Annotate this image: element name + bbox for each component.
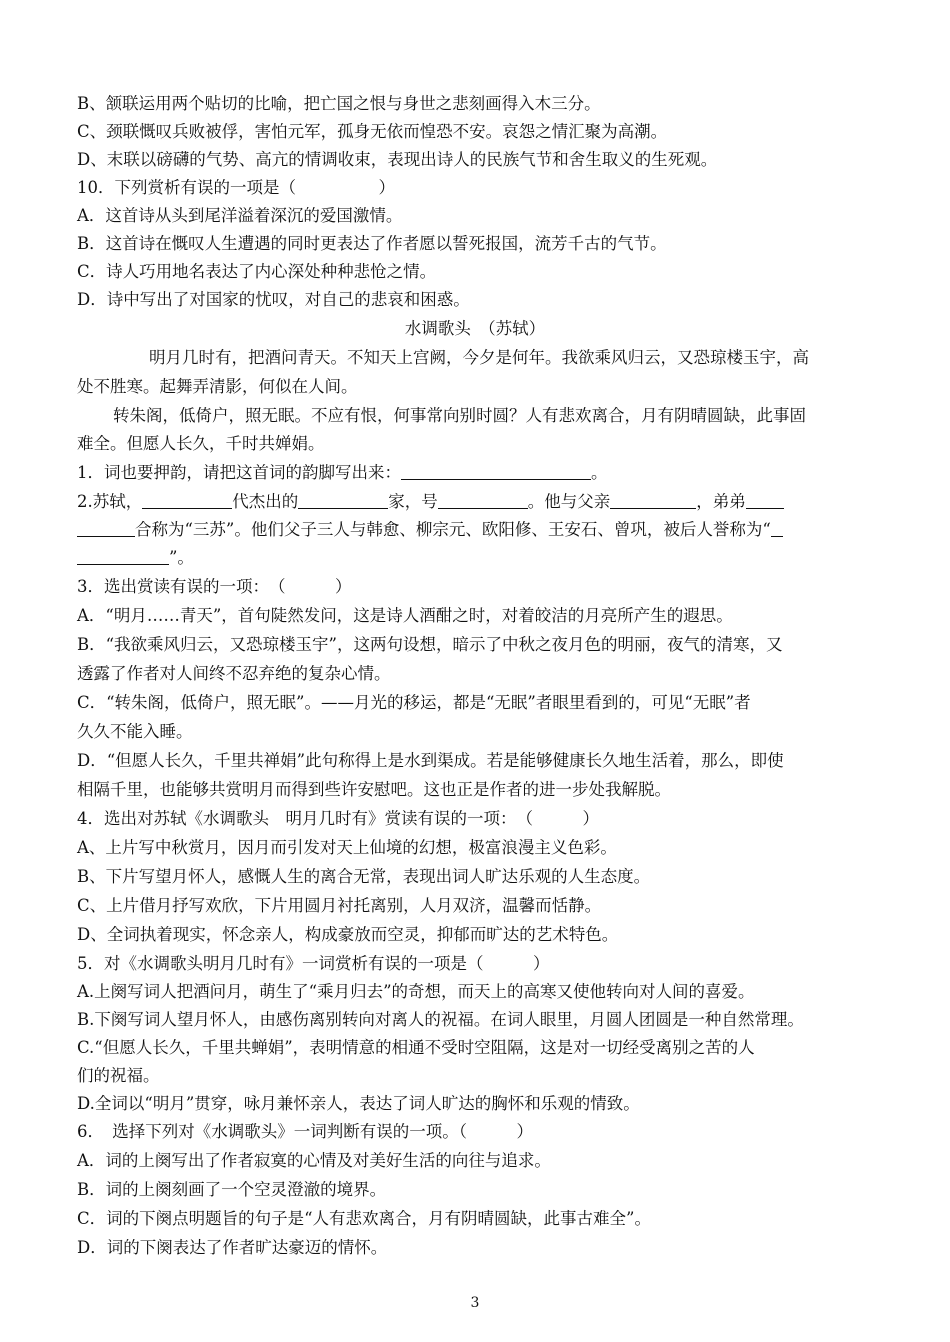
question-3: 3．选出赏读有误的一项： （ ） bbox=[77, 577, 352, 596]
question-text: 家，号 bbox=[388, 492, 438, 511]
text-line: 相隔千里，也能够共赏明月而得到些许安慰吧。这也正是作者的进一步处我解脱。 bbox=[77, 780, 671, 799]
text-line: 们的祝福。 bbox=[77, 1066, 160, 1085]
text-line: C．诗人巧用地名表达了内心深处种种悲怆之情。 bbox=[77, 262, 437, 281]
text-line: 透露了作者对人间终不忍弃绝的复杂心情。 bbox=[77, 664, 391, 683]
text-line: 久久不能入睡。 bbox=[77, 722, 193, 741]
text-line: A．这首诗从头到尾洋溢着深沉的爱国激情。 bbox=[77, 206, 403, 225]
question-2 bbox=[77, 488, 877, 516]
text-line: C.“但愿人长久，千里共蝉娟”，表明情意的相通不受时空阻隔，这是对一切经受离别之苦的人 bbox=[77, 1038, 755, 1057]
text-line: B、颔联运用两个贴切的比喻，把亡国之恨与身世之悲刻画得入木三分。 bbox=[77, 94, 601, 113]
answer-blank[interactable] bbox=[610, 490, 696, 509]
answer-blank[interactable] bbox=[401, 461, 591, 480]
question-6: 6． 选择下列对《水调歌头》一词判断有误的一项。（ ） bbox=[77, 1122, 533, 1141]
question-5: 5．对《水调歌头明月几时有》一词赏析有误的一项是（ ） bbox=[77, 954, 550, 973]
text-line: D．诗中写出了对国家的忧叹，对自己的悲哀和困惑。 bbox=[77, 290, 470, 309]
text-line: B．这首诗在慨叹人生遭遇的同时更表达了作者愿以誓死报国，流芳千古的气节。 bbox=[77, 234, 667, 253]
poem-line: 明月几时有，把酒问青天。不知天上宫阙，今夕是何年。我欲乘风归云，又恐琼楼玉宇，高 bbox=[149, 348, 809, 367]
question-text: 2.苏轼， bbox=[77, 492, 143, 511]
poem-title: 水调歌头 （苏轼） bbox=[404, 319, 546, 338]
text-line: D.全词以“明月”贯穿，咏月兼怀亲人，表达了词人旷达的胸怀和乐观的情致。 bbox=[77, 1094, 640, 1113]
poem-line: 转朱阁，低倚户，照无眠。不应有恨，何事常向别时圆？人有悲欢离合，月有阴晴圆缺，此事固 bbox=[113, 406, 806, 425]
text-line: A、上片写中秋赏月，因月而引发对天上仙境的幻想，极富浪漫主义色彩。 bbox=[77, 838, 617, 857]
text-line: C、上片借月抒写欢欣，下片用圆月衬托离别，人月双济，温馨而恬静。 bbox=[77, 896, 602, 915]
question-2-cont bbox=[77, 516, 877, 544]
text-line: C、颈联慨叹兵败被俘，害怕元军，孤身无依而惶恐不安。哀怨之情汇聚为高潮。 bbox=[77, 122, 668, 141]
question-text: 。他与父亲 bbox=[527, 492, 611, 511]
question-1 bbox=[77, 459, 877, 487]
text-line: C．“转朱阁，低倚户，照无眠”。——月光的移运，都是“无眠”者眼里看到的，可见“无眠”者 bbox=[77, 693, 751, 712]
text-line: B．词的上阕刻画了一个空灵澄澈的境界。 bbox=[77, 1180, 387, 1199]
text-line: D．“但愿人长久，千里共禅娟”此句称得上是水到渠成。若是能够健康长久地生活着，那么，即使 bbox=[77, 751, 784, 770]
question-text: 。 bbox=[591, 463, 608, 482]
question-text: 代杰出的 bbox=[232, 492, 299, 511]
answer-blank[interactable] bbox=[771, 518, 783, 537]
answer-blank[interactable] bbox=[142, 490, 232, 509]
question-10: 10．下列赏析有误的一项是（ ） bbox=[77, 178, 395, 197]
poem-line: 处不胜寒。起舞弄清影，何似在人间。 bbox=[77, 377, 358, 396]
text-line: B．“我欲乘风归云，又恐琼楼玉宇”，这两句设想，暗示了中秋之夜月色的明丽，夜气的清寒，又 bbox=[77, 635, 783, 654]
question-text: ，弟弟 bbox=[696, 492, 746, 511]
text-line: B.下阕写词人望月怀人，由感伤离别转向对离人的祝福。在词人眼里，月圆人团圆是一种自然常理。 bbox=[77, 1010, 804, 1029]
text-line: A．“明月……青天”，首句陡然发问，这是诗人酒酣之时，对着皎洁的月亮所产生的遐思。 bbox=[77, 606, 733, 625]
text-line: C．词的下阕点明题旨的句子是“人有悲欢离合，月有阴晴圆缺，此事古难全”。 bbox=[77, 1209, 651, 1228]
answer-blank[interactable] bbox=[298, 490, 388, 509]
question-text: 合称为“三苏”。他们父子三人与韩愈、柳宗元、欧阳修、王安石、曾巩，被后人誉称为“ bbox=[135, 520, 771, 539]
answer-blank[interactable] bbox=[77, 518, 135, 537]
text-line: D、全词执着现实，怀念亲人，构成豪放而空灵，抑郁而旷达的艺术特色。 bbox=[77, 925, 619, 944]
question-text: 1．词也要押韵，请把这首词的韵脚写出来： bbox=[77, 463, 401, 482]
answer-blank[interactable] bbox=[746, 490, 784, 509]
poem-line: 难全。但愿人长久，千时共婵娟。 bbox=[77, 434, 325, 453]
page-number: 3 bbox=[470, 1295, 480, 1311]
answer-blank[interactable] bbox=[438, 490, 528, 509]
answer-blank[interactable] bbox=[77, 546, 169, 565]
question-text: ”。 bbox=[169, 548, 194, 567]
text-line: D．词的下阕表达了作者旷达豪迈的情怀。 bbox=[77, 1238, 388, 1257]
text-line: A.上阕写词人把酒问月，萌生了“乘月归去”的奇想，而天上的高寒又使他转向对人间的喜爱。 bbox=[77, 982, 755, 1001]
question-4: 4．选出对苏轼《水调歌头 明月几时有》赏读有误的一项： （ ） bbox=[77, 809, 599, 828]
text-line: D、末联以磅礴的气势、高亢的情调收束，表现出诗人的民族气节和舍生取义的生死观。 bbox=[77, 150, 718, 169]
text-line: A．词的上阕写出了作者寂寞的心情及对美好生活的向往与追求。 bbox=[77, 1151, 551, 1170]
question-2-cont bbox=[77, 544, 877, 572]
text-line: B、下片写望月怀人，感慨人生的离合无常，表现出词人旷达乐观的人生态度。 bbox=[77, 867, 651, 886]
